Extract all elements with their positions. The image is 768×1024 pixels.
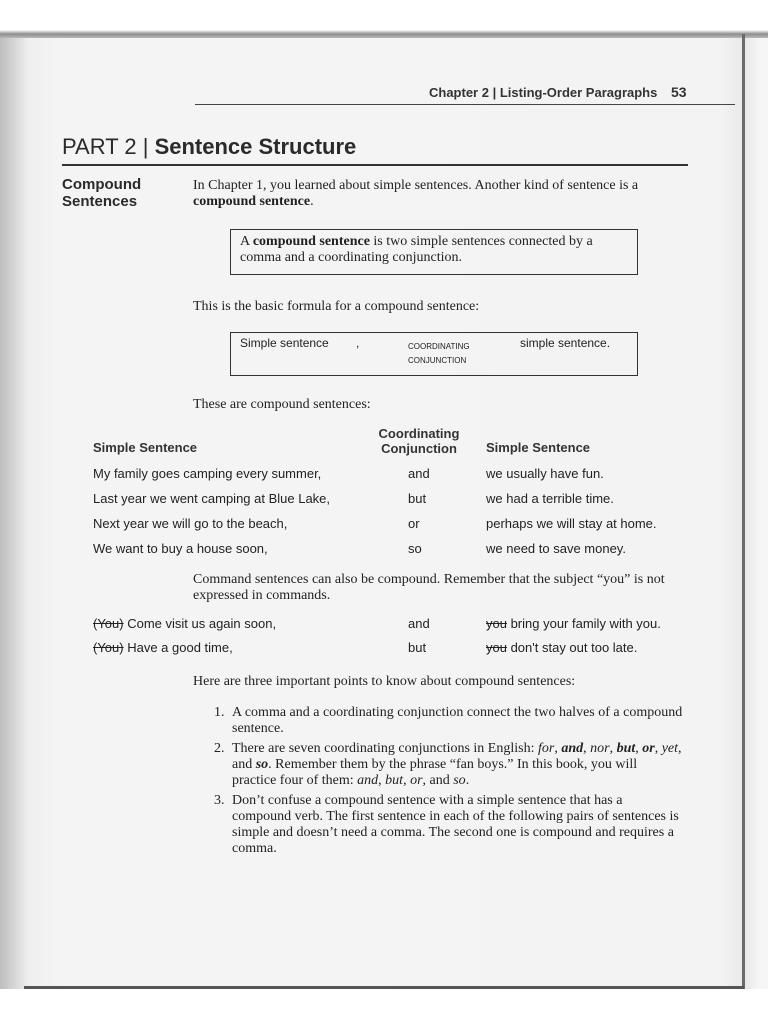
part-title [62, 134, 356, 160]
struck-you: you [486, 616, 507, 631]
command-row-1-col3 [486, 616, 661, 631]
scan-top-edge [0, 0, 768, 38]
conj-and-plain: and [232, 757, 253, 772]
conj-and: and [561, 741, 584, 756]
conj-for: for [537, 741, 555, 756]
intro-end: . [310, 194, 314, 209]
list-item [214, 705, 684, 737]
table-row-2-col1: Last year we went camping at Blue Lake, [93, 491, 331, 506]
table-header-conjunction [374, 426, 464, 456]
practice-and: and [357, 773, 379, 788]
intro-paragraph [193, 178, 693, 210]
page-number: 53 [670, 84, 687, 100]
table-row-4-col1: We want to buy a house soon, [93, 541, 268, 556]
command-text: bring your family with you. [506, 616, 661, 631]
table-row-1-col3: we usually have fun. [486, 466, 604, 481]
table-row-1-col1: My family goes camping every summer, [93, 466, 322, 481]
scan-right-edge [742, 34, 745, 989]
command-text: Have a good time, [123, 640, 233, 655]
side-heading-line2: Sentences [62, 193, 138, 210]
conj-yet: yet [661, 741, 679, 756]
struck-you: you [486, 640, 507, 655]
intro-bold-term: compound sentence [193, 194, 311, 209]
header-separator: | [492, 85, 497, 100]
command-row-1-col1 [93, 616, 276, 631]
header-section: Listing-Order Paragraphs [499, 85, 658, 100]
examples-intro: These are compound sentences: [193, 397, 371, 412]
table-header-conj-line1: Coordinating [378, 426, 460, 441]
point-3-text: Don’t confuse a compound sentence with a simple sentence that has a compound verb. The first sentence in each of the following pairs of sentences is simple and doesn’t need a comma. The second one is compound and requires a comma. [232, 793, 679, 856]
table-row-3-col3: perhaps we will stay at home. [486, 516, 657, 531]
point-2-text: There are seven coordinating conjunctions in English: [232, 741, 535, 756]
struck-you: (You) [93, 616, 124, 631]
practice-so: so [453, 773, 466, 788]
side-heading [62, 176, 182, 210]
formula-intro: This is the basic formula for a compound sentence: [193, 299, 480, 314]
command-row-2-col1 [93, 640, 233, 655]
struck-you: (You) [93, 640, 124, 655]
part-label: PART 2 [62, 134, 137, 159]
command-text: don't stay out too late. [506, 640, 638, 655]
scan-bottom-margin [0, 989, 768, 1024]
definition-term: compound sentence [252, 234, 370, 249]
list-number: 3. [214, 793, 225, 808]
list-number: 1. [214, 705, 225, 720]
point-2-middle: . Remember them by the phrase “fan boys.” In this book, you will practice four of them: [232, 757, 638, 788]
intro-text: In Chapter 1, you learned about simple sentences. Another kind of sentence is a [193, 178, 639, 193]
conj-so: so [255, 757, 269, 772]
table-header-simple-2: Simple Sentence [486, 440, 591, 455]
conj-or: or [642, 741, 655, 756]
list-item [214, 793, 684, 857]
points-list [214, 705, 684, 861]
conj-nor: nor [590, 741, 610, 756]
running-header [429, 84, 687, 100]
table-header-conj-line2: Conjunction [381, 441, 457, 456]
command-row-2-col3 [486, 640, 637, 655]
table-row-4-col3: we need to save money. [486, 541, 626, 556]
part-separator: | [142, 134, 149, 159]
formula-comma: , [356, 336, 360, 350]
command-intro: Command sentences can also be compound. Remember that the subject “you” is not expressed in commands. [193, 572, 665, 603]
formula-simple-sentence-2: simple sentence. [520, 336, 611, 350]
side-heading-line1: Compound [62, 176, 142, 193]
list-item: 2. There are seven coordinating conjunctions in English: for, and, nor, but, or, yet, and so. Remember them by the phrase “fan boys.” In this book, you will practice four of them: and, but, or, and so. [214, 741, 682, 788]
part-rule [62, 164, 688, 166]
table-row-3-col1: Next year we will go to the beach, [93, 516, 288, 531]
header-rule [195, 104, 735, 105]
conj-but: but [616, 741, 636, 756]
table-row-1-col2: and [408, 466, 430, 481]
header-chapter: Chapter 2 [429, 85, 489, 100]
part-heading: Sentence Structure [154, 134, 357, 159]
table-row-2-col3: we had a terrible time. [486, 491, 614, 506]
point-1-text: A comma and a coordinating conjunction connect the two halves of a compound sentence. [232, 705, 683, 736]
table-row-4-col2: so [408, 541, 422, 556]
table-row-2-col2: but [408, 491, 427, 506]
points-intro: Here are three important points to know about compound sentences: [193, 674, 576, 689]
practice-or: or [410, 773, 423, 788]
definition-after: is two simple sentences connected by a comma and a coordinating conjunction. [240, 234, 593, 265]
formula-conj-line1: COORDINATING [408, 342, 470, 351]
formula-simple-sentence-1: Simple sentence [240, 336, 329, 350]
command-row-2-col2: but [408, 640, 427, 655]
formula-conj-line2: CONJUNCTION [408, 356, 467, 365]
practice-but: but [385, 773, 404, 788]
definition-text [240, 234, 634, 266]
command-text: Come visit us again soon, [123, 616, 277, 631]
command-row-1-col2: and [408, 616, 430, 631]
formula-conjunction [408, 340, 470, 368]
table-header-simple-1: Simple Sentence [93, 440, 198, 455]
list-number: 2. [214, 741, 225, 756]
table-row-3-col2: or [408, 516, 420, 531]
definition-before: A [240, 234, 250, 249]
